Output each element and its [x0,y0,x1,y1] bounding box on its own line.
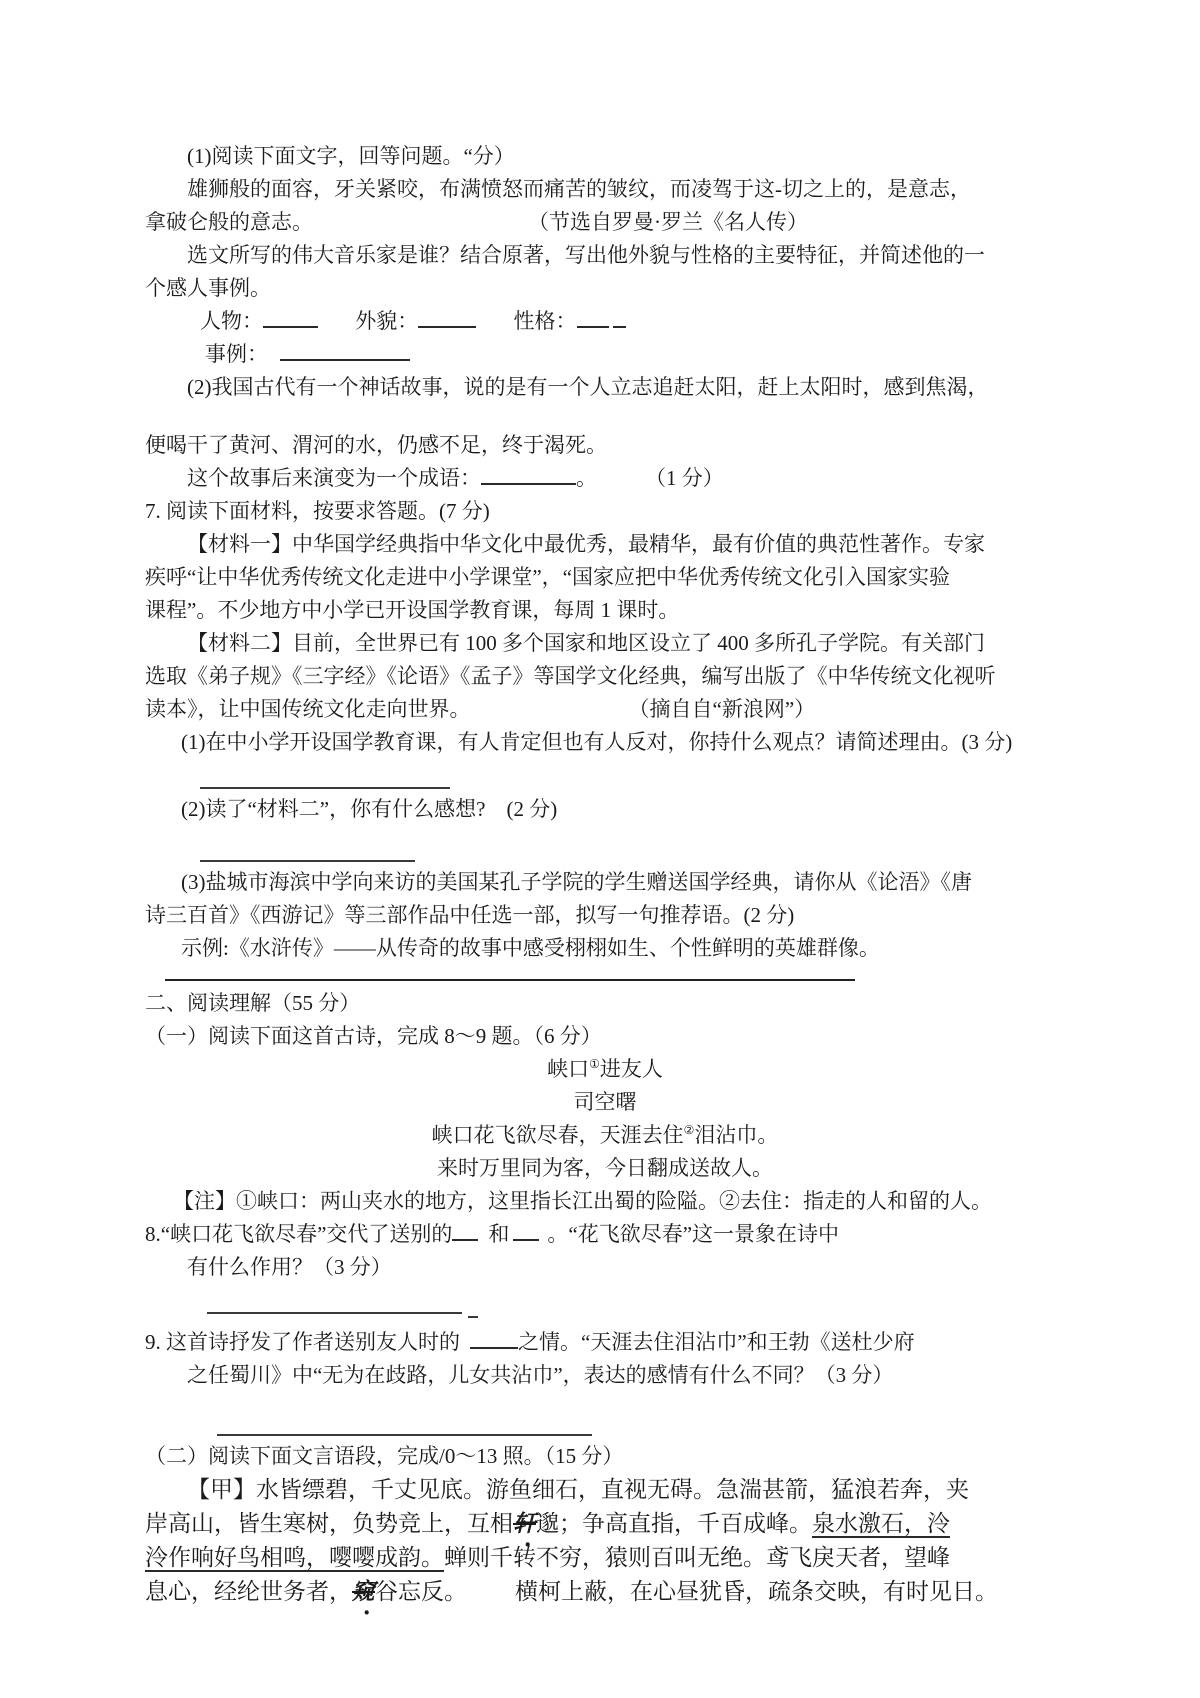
material2-source: （摘自自“新浪网”） [628,697,816,721]
section-divider-line [165,979,855,985]
poem-line2: 来时万里同为客，今日翻成送故人。 [437,1156,773,1180]
material2-tail: 读本》，让中国传统文化走向世界。 [145,697,471,721]
section2-part1-intro: （一）阅读下面这首古诗，完成 8～9 题。（6 分） [145,1024,602,1048]
q6-example-row [145,338,1065,371]
blank-idiom [481,466,576,485]
poem-title-text2: 进友人 [599,1057,663,1081]
q6-part2-line1: (2)我国古代有一个神话故事，说的是有一个人立志追赶太阳，赶上太阳时，感到焦渴， [187,375,989,399]
q6-quote-line2 [145,206,1065,239]
passage-line2 [145,1507,1065,1541]
answer-line-fragment [468,1288,478,1318]
q7-material1-line2: 疾呼“让中华优秀传统文化走进中小学课堂”，“国家应把中华优秀传统文化引入国家实验 [145,565,950,589]
q7-heading: 7. 阅读下面材料，按要求答题。(7 分) [145,499,490,523]
passage-text: 蝉则千转不穷，猿则百叫无绝。鸢飞戾天者，望峰 [444,1545,950,1570]
underlined-text: 泠作响好鸟相鸣，嘤嘤成韵。 [145,1545,444,1570]
q8-text-post: 。“花飞欲尽春”这一景象在诗中 [547,1222,840,1246]
passage-text: 邈；争高直指，千百成峰。 [536,1511,812,1536]
blank-q9 [470,1330,518,1349]
blank-appearance [418,309,476,328]
poem-title [145,1053,1065,1086]
q7-sub3-line1: (3)盐城市海滨中学向来访的美国某孔子学院的学生赠送国学经典，请你从《论浯》《唐 [181,870,972,894]
section2-heading: 二、阅读理解（55 分） [145,991,361,1015]
q9-line2: 之任蜀川》中“无为在歧路，儿女共沾巾”，表达的感情有什么不同？（3 分） [187,1363,894,1387]
q7-material2-line3 [145,693,1065,726]
label-character: 性格： [513,309,577,333]
inline-spacer [313,228,528,229]
blank-q8-2 [513,1222,539,1241]
q8-line2: 有什么作用？（3 分） [187,1255,392,1279]
q9-line1 [145,1326,1065,1359]
q9-text-post: 之情。“天涯去住泪沾巾”和王勃《送杜少府 [518,1330,915,1354]
passage-text: 谷忘反。 [375,1579,467,1604]
passage-text: 岸高山，皆生寒树，负势竞上，互相 [145,1511,513,1536]
answer-line [217,1406,592,1436]
poem-author: 司空曙 [573,1090,637,1114]
label-example: 事例： [205,342,268,366]
q6-part2-line3 [145,462,1065,495]
quote-tail: 拿破仑般的意志。 [145,210,313,234]
idiom-period: 。 [576,466,597,490]
q7-sub2: (2)读了“材料二”，你有什么感想? (2 分) [181,797,558,821]
answer-line [200,832,415,862]
struck-char-xuan: 轩 [513,1511,536,1536]
label-appearance: 外貌： [355,309,419,333]
q7-sub3-line2: 诗三百首》《西游记》等三部作品中任选一部，拟写一句推荐语。(2 分) [145,903,795,927]
passage-line4 [145,1575,1065,1609]
passage-line1: 【甲】水皆缥碧，千丈见底。游鱼细石，直视无碍。急湍甚箭，猛浪若奔，夹 [187,1477,969,1502]
q6-part1-intro: (1)阅读下面文字，回等问题。“分） [187,144,515,168]
poem-line1-text2: 泪沾巾。 [694,1123,779,1147]
classical-passage [145,1473,1065,1609]
answer-line [207,1284,462,1314]
struck-char-kui: 窥 [352,1579,375,1604]
q7-material1-line3: 课程”。不少地方中小学已开设国学教育课，每周 1 课时。 [145,598,680,622]
footnote-marker-1: ① [589,1057,600,1071]
quote-source: （节选自罗曼·罗兰《名人传） [528,210,808,234]
q8-text-mid: 和 [488,1222,510,1246]
blank-character [577,309,609,328]
q8-text-pre: 8.“峡口花飞欲尽春”交代了送别的 [145,1222,453,1246]
idiom-prompt: 这个故事后来演变为一个成语： [187,466,481,490]
q7-material2-line1: 【材料二】目前，全世界已有 100 多个国家和地区设立了 400 多所孔子学院。有关部门 [187,631,985,655]
blank-example [280,342,410,361]
label-person: 人物： [200,309,263,333]
passage-text: 息心，经纶世务者， [145,1579,352,1604]
blank-q8-1 [452,1222,478,1241]
poem-title-text: 峡口 [547,1057,590,1081]
answer-line-group [145,1284,1065,1324]
passage-line3 [145,1541,1065,1575]
inline-spacer [467,1598,515,1599]
q6-fill-labels [145,305,1065,338]
q7-example: 示例:《水浒传》——从传奇的故事中感受栩栩如生、个性鲜明的英雄群像。 [181,936,880,960]
q6-task-line2: 个感人事例。 [145,276,271,300]
q9-text-pre: 9. 这首诗抒发了作者送别友人时的 [145,1330,460,1354]
answer-line [200,759,450,789]
footnote-marker-2: ② [683,1123,695,1137]
inline-spacer [597,484,645,485]
poem-line1 [145,1119,1065,1152]
q6-part2-line2: 便喝干了黄河、渭河的水，仍感不足，终于渴死。 [145,433,607,457]
blank-character-2 [613,309,626,328]
q6-quote-line1: 雄狮般的面容，牙关紧咬，布满愤怒而痛苦的皱纹，而凌驾于这-切之上的，是意志， [187,177,971,201]
underlined-text: 泉水激石，泠 [812,1511,950,1536]
q6-part2-score: （1 分） [645,466,724,490]
q7-sub1: (1)在中小学开设国学教育课，有人肯定但也有人反对，你持什么观点？请简述理由。(3 分) [181,730,1013,754]
section2-part2-intro: （二）阅读下面文言语段，完成/0～13 照。（15 分） [145,1444,624,1468]
poem-line1-text: 峡口花飞欲尽春，天涯去住 [431,1123,684,1147]
q6-task-line1: 选文所写的伟大音乐家是谁？结合原著，写出他外貌与性格的主要特征，并简述他的一 [187,243,985,267]
q7-material2-line2: 选取《弟子规》《三字经》《论语》《孟子》等国学文化经典，编写出版了《中华传统文化视听 [145,664,996,688]
poem-note: 【注】①峡口：两山夹水的地方，这里指长江出蜀的险隘。②去住：指走的人和留的人。 [173,1189,992,1213]
inline-spacer [471,715,629,716]
blank-person [263,309,318,328]
q8-line1 [145,1218,1065,1251]
q7-material1-line1: 【材料一】中华国学经典指中华文化中最优秀，最精华，最有价值的典范性著作。专家 [187,532,985,556]
passage-text: 横柯上蔽，在心昼犹昏，疏条交映，有时见日。 [515,1579,998,1604]
